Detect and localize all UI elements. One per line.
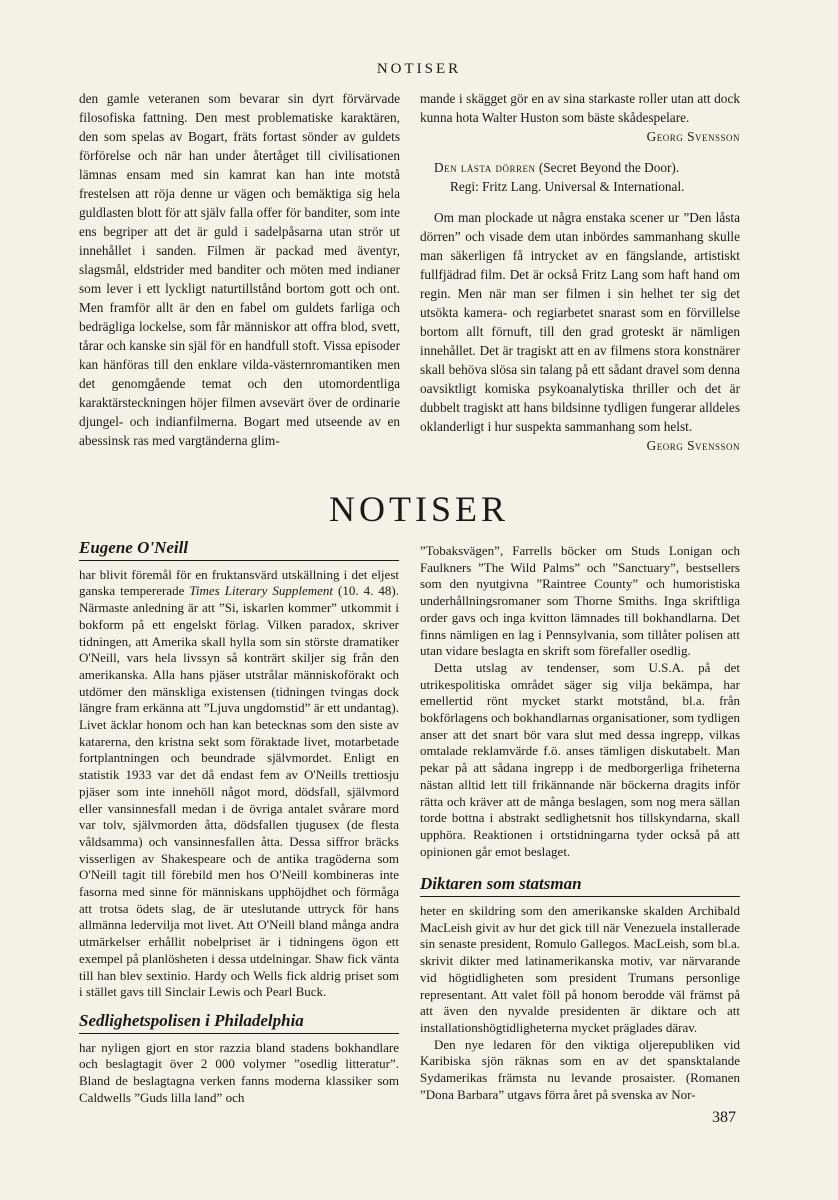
- film-review-column-right: [420, 89, 740, 455]
- article-oneill-journal-title: Times Literary Supplement: [189, 583, 334, 599]
- article-philadelphia-paragraph-2: Detta utslag av tendenser, som U.S.A. på det utrikespolitiska området säger sig vilja bekämpa, har emellertid rönt mycket starkt motstånd, bl.a. från bokförlagens och bokhandlarnas organisationer, som tydligen anser att det snart bör vara slut med dessa ingrepp, vilkas omtalade reklamvärde f.ö. anses tämligen diskutabelt. Man pekar på att sådana ingrepp i de medborgerliga friheterna nästan alltid lett till frikännande när böckerna dragits inför rätta och kräver att de många beslagen, som nog mera sällan torde bottna i abstrakt sedlighetsnit hos tillskyndarna, skall upphöra. Reaktionen i ortstidningarna tyder också på att opinionen går emot beslaget.: [420, 659, 740, 859]
- review-signature: Georg Svensson: [646, 129, 740, 144]
- running-head: NOTISER: [376, 61, 462, 77]
- page-number: 387: [712, 1109, 736, 1126]
- section-title: NOTISER: [329, 489, 509, 529]
- article-heading-poet-statesman: Diktaren som statsman: [420, 876, 740, 897]
- article-oneill-body: [79, 567, 399, 1001]
- review-end-paragraph: [420, 89, 740, 144]
- article-poet-statesman-paragraph-2: Den nye ledaren för den viktiga oljerepubliken vid Karibiska sjön räknas som en av det spansktalande Sydamerikas främsta nu levande prosaister. (Romanen ”Dona Barbara” utgavs förra året på svenska av Nor-: [420, 1036, 740, 1102]
- notices-column-right: [420, 543, 740, 1104]
- article-heading-oneill: Eugene O'Neill: [79, 540, 399, 561]
- review-body-paragraph: Om man plockade ut några enstaka scener ur ”Den låsta dörren” och visade dem utan inbördes sammanhang skulle man säkerligen få intrycket av en fängslande, artistiskt fullfjädrad film. Det är också Fritz Lang som haft hand om regin. Men när man ser filmen i sin helhet ter sig det utsökta kamera- och regiarbetet snarast som en förvillelse bortom allt förnuft, till den grad groteskt är nämligen innehållet. Det är tragiskt att en av filmens stora konstnärer skall behöva slösa sin talang på ett sådant dravel som denna oavsiktligt komiska psykoanalytiska thriller och det är dubbelt tragiskt att hans bildsinne tydligen fungerar alldeles oklanderligt i hur suspekta sammanhang som helst.: [420, 210, 740, 434]
- review-signature-2: Georg Svensson: [646, 438, 740, 453]
- review-film-original-title: (Secret Beyond the Door).: [538, 160, 680, 175]
- review-credits: Regi: Fritz Lang. Universal & International.: [450, 179, 685, 194]
- review-film-title: Den låsta dörren: [434, 160, 536, 175]
- article-heading-philadelphia: Sedlighetspolisen i Philadelphia: [79, 1013, 399, 1034]
- article-poet-statesman-body: heter en skildring som den amerikanske skalden Archibald MacLeish givit av hur det gick till när Venezuela installerade sin senaste president, Romulo Gallegos. MacLeish, som bl.a. skrivit dikter med latinamerikanska motiv, var närvarande vid högtidligheten som president Trumans personlige representant. Att valet föll på honom berodde väl främst på att även den nyvalde presidenten är diktare och att installationshögtidligheterna mycket präglades därav.: [420, 903, 740, 1035]
- review-heading: [420, 158, 740, 196]
- article-philadelphia-continued: ”Tobaksvägen”, Farrells böcker om Studs Lonigan och Faulkners ”The Wild Palms” och ”Sanctuary”, bestsellers som den nyutgivna ”Raintree County” och humoristiska underhållningsromaner som Thorne Smiths. Inga skriftliga order gavs och inga kvitton lämnades till bokhandlarna. Det finns nämligen en lag i Pennsylvania, som tillåter polisen att utan vidare beslagta en skrift som förefaller osedlig.: [420, 543, 740, 659]
- article-oneill-text-b: (10. 4. 48). Närmaste anledning är att ”Si, iskarlen kommer” utkommit i bokform på ett engelskt förlag. Vilken paradox, skriver tidningen, att Amerika skall hylla som sin störste dramatiker O'Neill, vars hela livssyn så konträrt skiljer sig från den amerikanska. Alla hans pjäser utstrålar människoförakt och utdömer den mänskliga existensen (tidningen tvingas dock längre fram erkänna att ”Ljuva ungdomstid” är ett undantag). Livet äcklar honom och han kan betecknas som den siste av katarerna, den kristna sekt som föraktade livet, motarbetade fortplantningen och beundrade självmordet. Enligt en statistik 1933 var det då endast fem av O'Neills trettiosju pjäser som inte innehöll något mord, dödsfall, självmord eller vansinnesfall medan i de övriga antalet svårare mord var tolv, självmorden åtta, dödsfallen tjugusex (de flesta våldsamma) och vansinnesfallen åtta. Dessa siffror bräcks visserligen av Shakespeare och de antika tragöderna som O'Neill tagit till förebild men hos O'Neill kombineras inte fasorna med sinne för människans upphöjdhet och förmåga att trotsa ödets slag, de är uteslutande uttryck för hans allmänna ledervilja mot livet. Att O'Neill bland många andra utmärkelser erhållit nobelpriset är i tidningens ögon ett exempel på planlösheten i dessa utdelningar. Shaw fick vänta till han blev sextinio. Hardy och Wells fick aldrig priset som i stället gavs till Sinclair Lewis och Pearl Buck.: [79, 583, 399, 1000]
- article-philadelphia-body: har nyligen gjort en stor razzia bland stadens bokhandlare och beslagtagit över 2 000 volymer ”osedlig litteratur”. Bland de beslagtagna verken fanns moderna klassiker som Caldwells ”Guds lilla land” och: [79, 1039, 399, 1105]
- review-continuation-paragraph: den gamle veteranen som bevarar sin dyrt förvärvade filosofiska fattning. Den mest problematiske karaktären, den som spelas av Bogart, fräts fortast sönder av guldets förförelse och när han under återtåget till civilisationen lämnas ensam med sin kamrat kan han inte motstå frestelsen att röja denne ur vägen och bemäktiga sig hela guldlasten blott för att själv falla offer för banditer, som inte ens begriper att det är guld i sadelpåsarna utan strör ut innehållet i sanden. Filmen är packad med äventyr, slagsmål, eldstrider med banditer och möten med indianer som lever i ett lyckligt naturtillstånd bortom gott och ont. Men framför allt är den en fabel om guldets farliga och bedrägliga lockelse, som får människor att offra blod, svett, tårar och kanske sin själ för en handfull stoft. Vissa episoder kan hänföras till den enklare vilda-västernromantiken men det genomgående temat och den utomordentliga karaktärsteckningen höjer filmen avsevärt över de ordinarie djungel- och indianfilmerna. Bogart med utseende av en abessinsk ras med vargtänderna glim-: [79, 91, 400, 448]
- film-review-column-left: [79, 89, 400, 450]
- article-oneill-text-a: har blivit föremål för en fruktansvärd utskällning i det eljest ganska tempererade: [79, 566, 399, 599]
- review-end-text: mande i skägget gör en av sina starkaste roller utan att dock kunna hota Walter Huston som bäste skådespelare.: [420, 91, 740, 125]
- notices-column-left: [79, 540, 399, 1107]
